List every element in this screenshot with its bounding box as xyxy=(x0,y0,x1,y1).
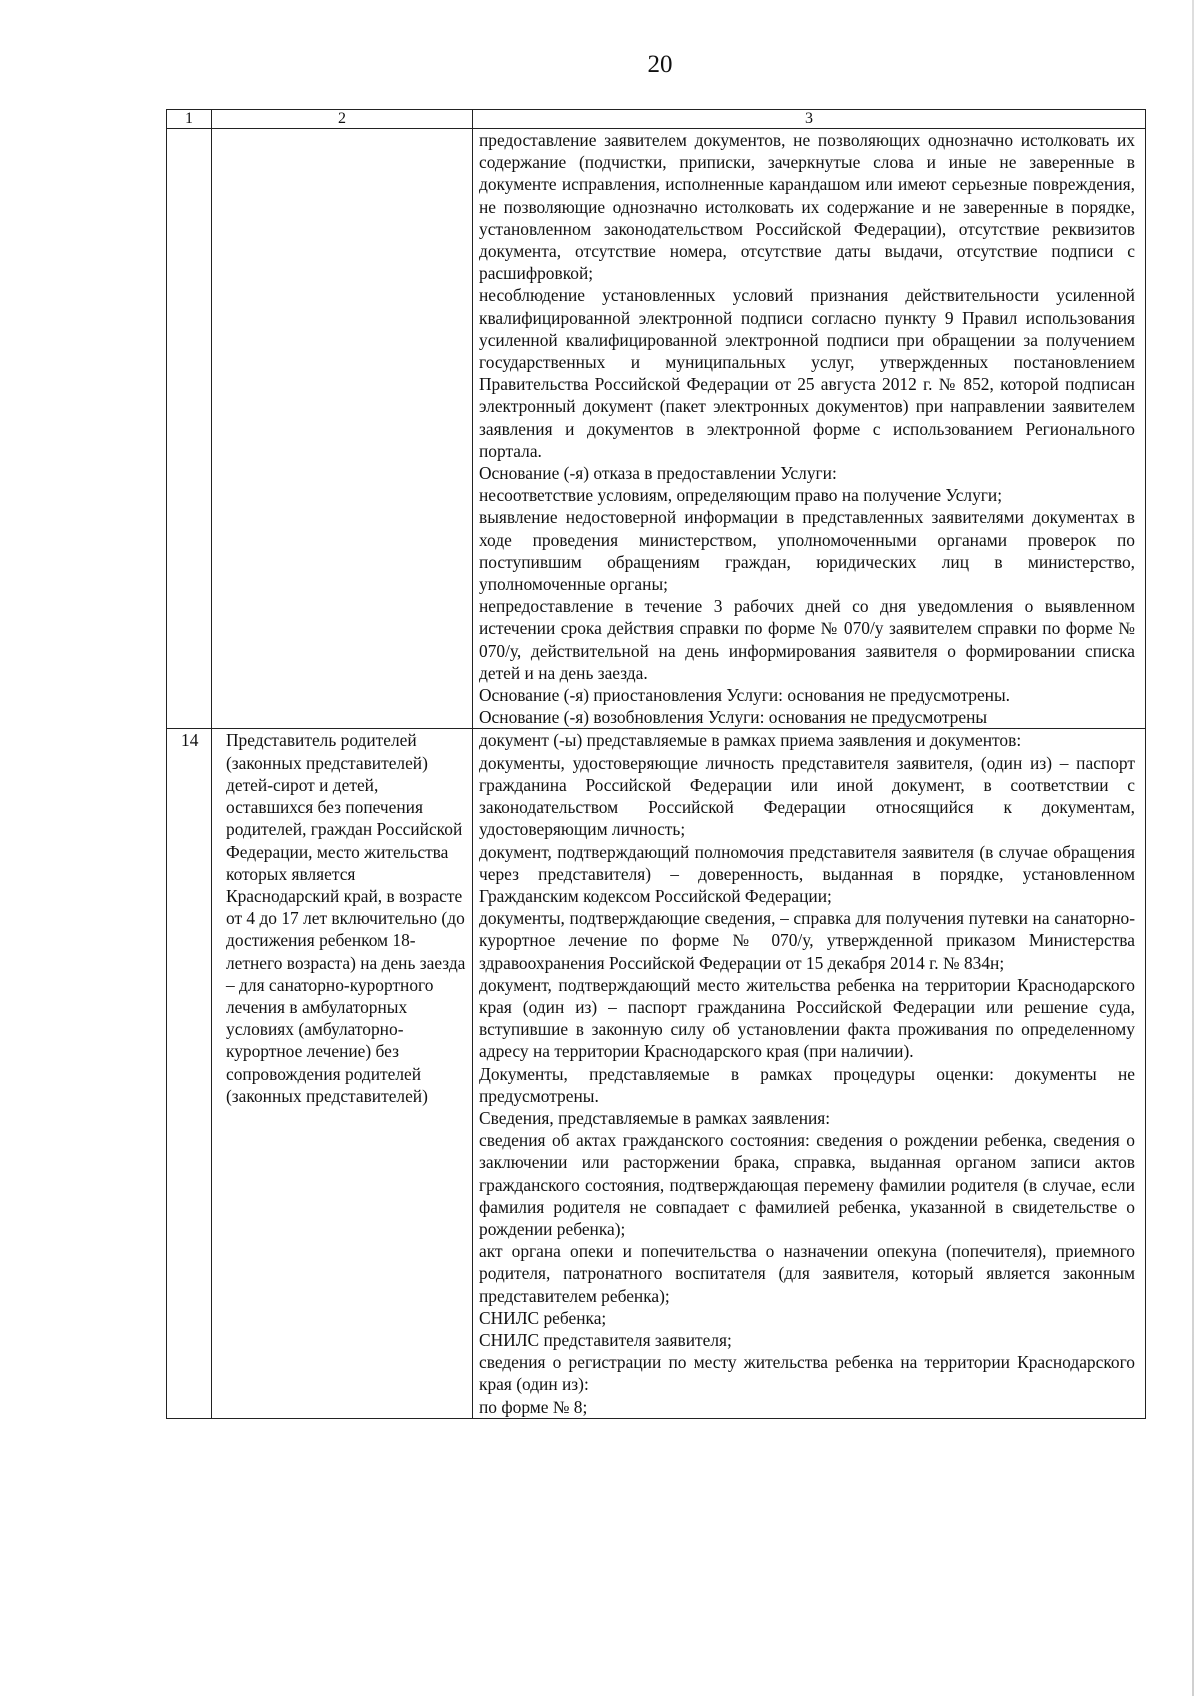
paragraph: документ, подтверждающий полномочия представителя заявителя (в случае обращения через представителя) – доверенность, выданная в порядке, установленном Гражданским кодексом Российской Федерации; xyxy=(479,841,1135,906)
paragraph: документ (-ы) представляемые в рамках приема заявления и документов: xyxy=(479,730,1022,751)
paragraph: выявление недостоверной информации в представленных заявителями документах в ходе проведения министерством, уполномоченными органами проверок по поступившим обращениям граждан, юридических лиц в министерство, уполномоченные органы; xyxy=(479,507,1135,595)
header-cell-1: 1 xyxy=(167,110,212,129)
row-content xyxy=(473,729,1146,1418)
paragraph: непредоставление в течение 3 рабочих дней со дня уведомления о выявленном истечении срока действия справки по форме № 070/у заявителем справки по форме № 070/у, действительной на день информирования заявителя о формировании списка детей и на день заезда. xyxy=(479,596,1135,683)
paragraph: документы, удостоверяющие личность представителя заявителя, (один из) – паспорт гражданина Российской Федерации или иной документ, в соответствии с законодательством Российской Федерации относящийся к документам, удостоверяющим личность; xyxy=(479,752,1135,840)
paragraph: документы, подтверждающие сведения, – справка для получения путевки на санаторно-курортное лечение по форме № 070/у, утвержденной приказом Министерства здравоохранения Российской Федерации от 15 декабря 2014 г. № 834н; xyxy=(479,908,1135,973)
paragraph: Документы, представляемые в рамках процедуры оценки: документы не предусмотрены. xyxy=(479,1063,1135,1106)
row-description xyxy=(212,129,473,729)
paragraph: предоставление заявителем документов, не позволяющих однозначно истолковать их содержание (подчистки, приписки, зачеркнутые слова и иные не заверенные в документе исправления, исполненные карандашом или имеют серьезные повреждения, не позволяющие однозначно истолковать их содержание и не заверенные в порядке, установленном законодательством Российской Федерации), отсутствие реквизитов документа, отсутствие номера, отсутствие даты выдачи, отсутствие подписи с расшифровкой; xyxy=(479,130,1135,284)
paragraph: сведения о регистрации по месту жительства ребенка на территории Краснодарского края (один из): xyxy=(479,1352,1135,1395)
table-header-row xyxy=(167,110,1146,129)
paragraph: акт органа опеки и попечительства о назначении опекуна (попечителя), приемного родителя, патронатного воспитателя (для заявителя, который является законным представителем ребенка); xyxy=(479,1241,1135,1306)
row-number xyxy=(167,129,212,729)
paragraph: сведения об актах гражданского состояния: сведения о рождении ребенка, сведения о заключении или расторжении брака, справка, выданная органом записи актов гражданского состояния, подтверждающая перемену фамилии родителя (в случае, если фамилия родителя не совпадает с фамилией ребенка, указанной в свидетельстве о рождении ребенка); xyxy=(479,1130,1135,1239)
table-row-14 xyxy=(167,729,1146,1418)
paragraph: по форме № 8; xyxy=(479,1396,588,1417)
row-number: 14 xyxy=(167,729,212,1418)
paragraph: несоблюдение установленных условий признания действительности усиленной квалифицированной электронной подписи согласно пункту 9 Правил использования усиленной квалифицированной электронной подписи при обращении за получением государственных и муниципальных услуг, утвержденных постановлением Правительства Российской Федерации от 25 августа 2012 г. № 852, которой подписан электронный документ (пакет электронных документов) при направлении заявителем заявления и документов в электронной форме с использованием Регионального портала. xyxy=(479,285,1135,461)
row-description: Представитель родителей (законных представителей) детей-сирот и детей, оставшихся без попечения родителей, граждан Российской Федерации, место жительства которых является Краснодарский край, в возрасте от 4 до 17 лет включительно (до достижения ребенком 18-летнего возраста) на день заезда – для санаторно-курортного лечения в амбулаторных условиях (амбулаторно-курортное лечение) без сопровождения родителей (законных представителей) xyxy=(212,729,473,1418)
requirements-table xyxy=(166,109,1146,1419)
paragraph: Основание (-я) возобновления Услуги: основания не предусмотрены xyxy=(479,707,988,728)
paragraph: СНИЛС ребенка; xyxy=(479,1307,607,1328)
paragraph: Основание (-я) приостановления Услуги: основания не предусмотрены. xyxy=(479,685,1011,706)
page-number: 20 xyxy=(647,51,673,78)
table-row-continued xyxy=(167,129,1146,729)
header-cell-3: 3 xyxy=(473,110,1146,129)
paragraph: Сведения, представляемые в рамках заявления: xyxy=(479,1107,831,1128)
paragraph: несоответствие условиям, определяющим право на получение Услуги; xyxy=(479,485,1003,506)
paragraph: Основание (-я) отказа в предоставлении Услуги: xyxy=(479,463,837,484)
paragraph: СНИЛС представителя заявителя; xyxy=(479,1329,732,1350)
row-content xyxy=(473,129,1146,729)
scan-edge-line xyxy=(1192,0,1194,1696)
paragraph: документ, подтверждающий место жительства ребенка на территории Краснодарского края (один из) – паспорт гражданина Российской Федерации или решение суда, вступившие в законную силу об установлении факта проживания по определенному адресу на территории Краснодарского края (при наличии). xyxy=(479,974,1135,1062)
header-cell-2: 2 xyxy=(212,110,473,129)
